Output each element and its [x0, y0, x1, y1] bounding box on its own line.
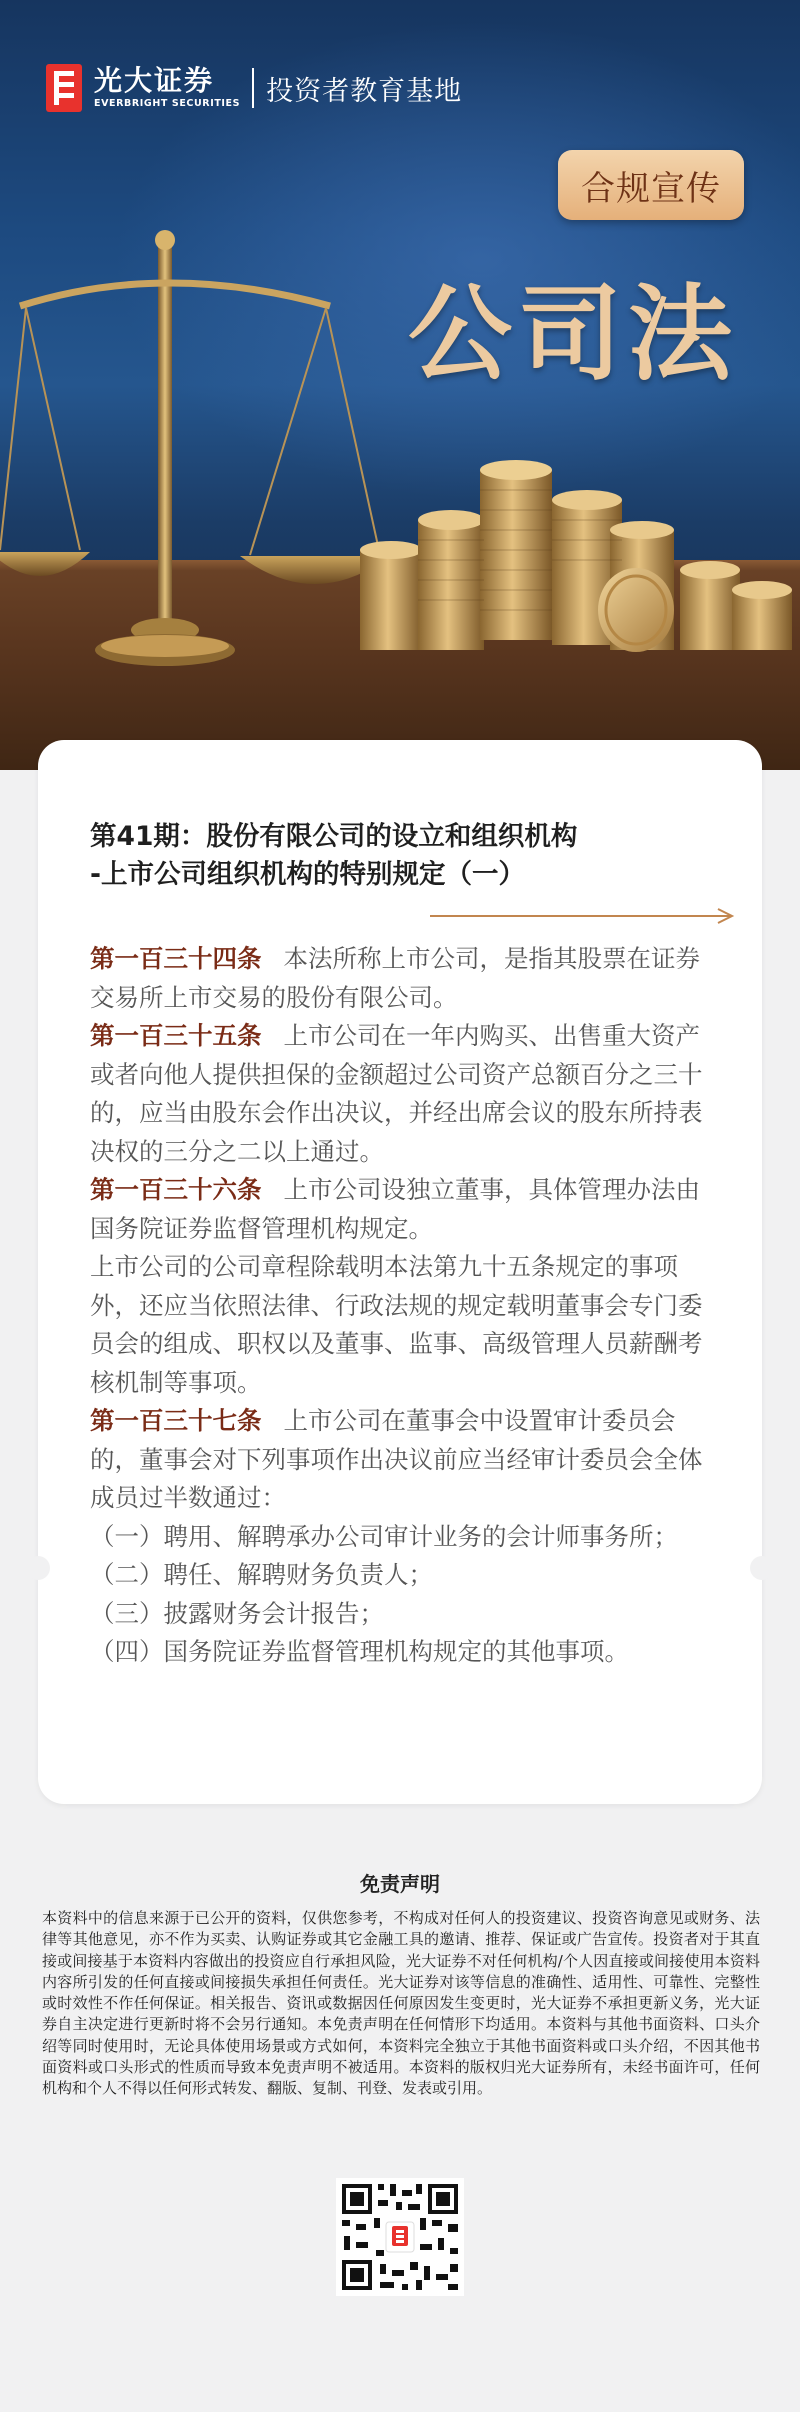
article-text: （二）聘任、解聘财务负责人； [90, 1560, 433, 1589]
hero-title: 公司法 [408, 272, 739, 395]
paragraph [90, 940, 720, 1017]
card-notch-left [26, 1556, 50, 1580]
scales-of-justice-icon [0, 220, 400, 700]
article-title-line2: -上市公司组织机构的特别规定（一） [90, 859, 525, 890]
article-text: （三）披露财务会计报告； [90, 1598, 384, 1628]
gold-coins-icon [360, 430, 800, 670]
article-title-line1: 第41期：股份有限公司的设立和组织机构 [90, 821, 578, 852]
article-label: 第一百三十五条 [90, 1021, 262, 1050]
article-text: 上市公司在董事会中设置审计委员会的，董事会对下列事项作出决议前应当经审计委员会全体成员过半数通过： [90, 1406, 703, 1512]
disclaimer-title: 免责声明 [360, 1872, 440, 1896]
article-text: （四）国务院证券监督管理机构规定的其他事项。 [90, 1637, 629, 1666]
list-item [90, 1556, 720, 1595]
qr-code-icon[interactable] [336, 2178, 464, 2296]
article-text: （一）聘用、解聘承办公司审计业务的会计师事务所； [90, 1521, 678, 1551]
list-item [90, 1633, 720, 1672]
everbright-logo-icon [46, 64, 82, 112]
article-label: 第一百三十六条 [90, 1175, 262, 1204]
paragraph [90, 1402, 720, 1518]
article-title [90, 818, 577, 894]
logo-divider [252, 68, 254, 108]
brand-subtitle: 投资者教育基地 [266, 75, 463, 107]
hero-banner [0, 0, 800, 770]
compliance-tag [558, 150, 744, 220]
article-text: 本法所称上市公司，是指其股票在证券交易所上市交易的股份有限公司。 [90, 944, 700, 1012]
brand-header [46, 64, 462, 112]
article-text: 上市公司设独立董事，具体管理办法由国务院证券监督管理机构规定。 [90, 1175, 700, 1243]
list-item [90, 1518, 720, 1557]
article-label: 第一百三十四条 [90, 944, 262, 973]
article-body [90, 940, 720, 1672]
card-notch-right [750, 1556, 774, 1580]
disclaimer-body: 本资料中的信息来源于已公开的资料，仅供您参考，不构成对任何人的投资建议、投资咨询意见或财务、法律等其他意见，亦不作为买卖、认购证券或其它金融工具的邀请、推荐、保证或广告宣传。投资者对于其直接或间接基于本资料内容做出的投资应自行承担风险，光大证券不对任何机构/个人因直接或间接使用本资料内容所引发的任何直接或间接损失承担任何责任。光大证券对该等信息的准确性、适用性、可靠性、完整性或时效性不作任何保证。相关报告、资讯或数据因任何原因发生变更时，光大证券不承担更新义务，光大证券自主决定进行更新时将不会另行通知。本免责声明在任何情形下均适用。本资料与其他书面资料、口头介绍等同时使用时，无论具体使用场景或方式如何，本资料完全独立于其他书面资料或口头介绍，不因其他书面资料或口头形式的性质而导致本免责声明不被适用。本资料的版权归光大证券所有，未经书面许可，任何机构和个人不得以任何形式转发、翻版、复制、刊登、发表或引用。 [42, 1909, 760, 2098]
article-label: 第一百三十七条 [90, 1406, 262, 1435]
arrow-right-icon [430, 908, 735, 924]
brand-name-cn: 光大证券 [94, 64, 215, 97]
brand-name-en: EVERBRIGHT SECURITIES [94, 98, 241, 109]
paragraph [90, 1171, 720, 1248]
list-item [90, 1595, 720, 1634]
paragraph [90, 1248, 720, 1402]
compliance-tag-label: 合规宣传 [581, 168, 721, 209]
article-text: 上市公司的公司章程除载明本法第九十五条规定的事项外，还应当依照法律、行政法规的规定载明董事会专门委员会的组成、职权以及董事、监事、高级管理人员薪酬考核机制等事项。 [90, 1252, 703, 1397]
article-text: 上市公司在一年内购买、出售重大资产或者向他人提供担保的金额超过公司资产总额百分之三十的，应当由股东会作出决议，并经出席会议的股东所持表决权的三分之二以上通过。 [90, 1021, 703, 1166]
paragraph [90, 1017, 720, 1171]
